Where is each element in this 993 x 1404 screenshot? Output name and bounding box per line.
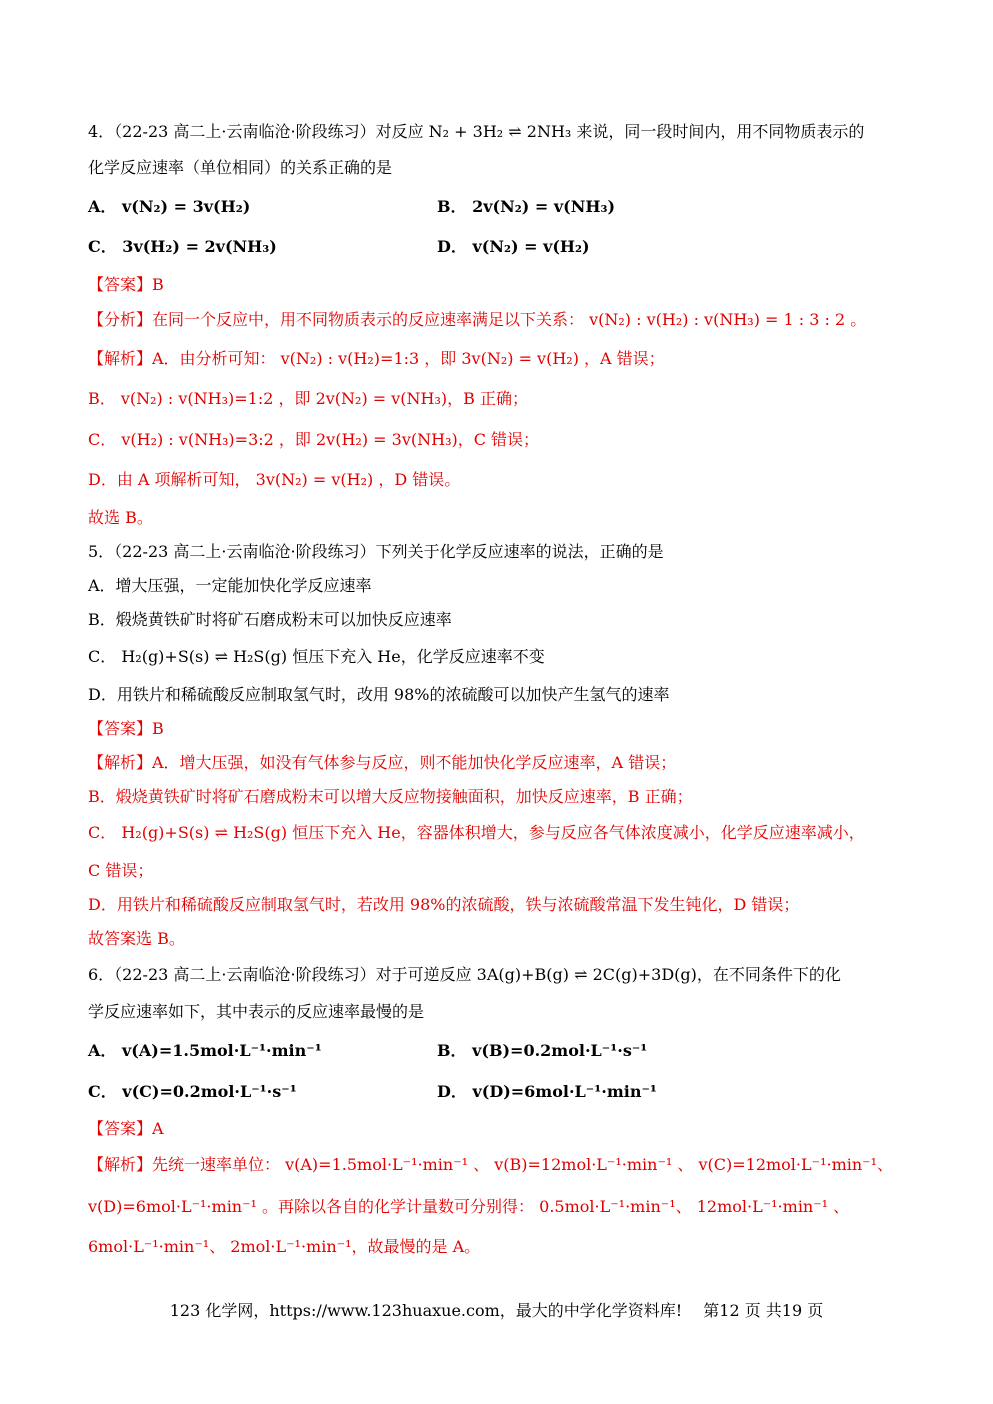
q6-answer: 【答案】A	[88, 1119, 164, 1138]
q4-option-b: B． 2v(N₂) = v(NH₃)	[437, 197, 616, 216]
q4-stem-line1: 4．（22-23 高二上·云南临沧·阶段练习）对反应 N₂ + 3H₂ ⇌ 2NH₃ 来说，同一段时间内，用不同物质表示的	[88, 122, 865, 141]
q4-explanation-d: D．由 A 项解析可知， 3v(N₂) = v(H₂) ，D 错误。	[88, 470, 461, 489]
q5-explanation-a: 【解析】A．增大压强，如没有气体参与反应，则不能加快化学反应速率，A 错误；	[88, 753, 677, 772]
q4-stem-line2: 化学反应速率（单位相同）的关系正确的是	[88, 158, 393, 177]
q5-conclusion: 故答案选 B。	[88, 929, 185, 948]
q4-conclusion: 故选 B。	[88, 508, 153, 527]
q5-option-d: D．用铁片和稀硫酸反应制取氢气时，改用 98%的浓硫酸可以加快产生氢气的速率	[88, 685, 670, 704]
q5-stem: 5．（22-23 高二上·云南临沧·阶段练习）下列关于化学反应速率的说法，正确的是	[88, 542, 664, 561]
q4-explanation-a: 【解析】A．由分析可知： v(N₂) : v(H₂)=1:3 ，即 3v(N₂) = v(H₂) ，A 错误；	[88, 349, 665, 368]
q5-option-c: C． H₂(g)+S(s) ⇌ H₂S(g) 恒压下充入 He，化学反应速率不变	[88, 647, 545, 666]
q4-answer: 【答案】B	[88, 275, 164, 294]
q4-option-d: D． v(N₂) = v(H₂)	[437, 237, 590, 256]
q5-explanation-c: C． H₂(g)+S(s) ⇌ H₂S(g) 恒压下充入 He，容器体积增大，参与反应各气体浓度减小，化学反应速率减小，	[88, 823, 865, 842]
q5-explanation-c-cont: C 错误；	[88, 861, 154, 880]
q5-explanation-b: B．煅烧黄铁矿时将矿石磨成粉末可以增大反应物接触面积，加快反应速率，B 正确；	[88, 787, 693, 806]
q4-analysis: 【分析】在同一个反应中，用不同物质表示的反应速率满足以下关系： v(N₂) : v(H₂) : v(NH₃) = 1 : 3 : 2 。	[88, 310, 867, 329]
q6-explanation-line1: 【解析】先统一速率单位： v(A)=1.5mol·L⁻¹·min⁻¹ 、 v(B)=12mol·L⁻¹·min⁻¹ 、 v(C)=12mol·L⁻¹·min⁻¹、	[88, 1155, 894, 1174]
q4-explanation-c: C． v(H₂) : v(NH₃)=3:2 ，即 2v(H₂) = 3v(NH₃)，C 错误；	[88, 430, 540, 449]
q6-option-d: D． v(D)=6mol·L⁻¹·min⁻¹	[437, 1082, 657, 1101]
q6-stem-line1: 6．（22-23 高二上·云南临沧·阶段练习）对于可逆反应 3A(g)+B(g) ⇌ 2C(g)+3D(g)，在不同条件下的化	[88, 965, 841, 984]
q6-stem-line2: 学反应速率如下，其中表示的反应速率最慢的是	[88, 1002, 425, 1021]
q6-option-a: A． v(A)=1.5mol·L⁻¹·min⁻¹	[88, 1041, 322, 1060]
q6-option-c: C． v(C)=0.2mol·L⁻¹·s⁻¹	[88, 1082, 297, 1101]
q5-explanation-d: D．用铁片和稀硫酸反应制取氢气时，若改用 98%的浓硫酸，铁与浓硫酸常温下发生钝化，D 错误；	[88, 895, 800, 914]
q5-option-b: B．煅烧黄铁矿时将矿石磨成粉末可以加快反应速率	[88, 610, 452, 629]
q4-option-c: C． 3v(H₂) = 2v(NH₃)	[88, 237, 277, 256]
page-footer: 123 化学网，https://www.123huaxue.com，最大的中学化学资料库! 第12 页 共19 页	[169, 1301, 824, 1320]
q5-option-a: A．增大压强，一定能加快化学反应速率	[88, 576, 372, 595]
q6-explanation-line2: v(D)=6mol·L⁻¹·min⁻¹ 。再除以各自的化学计量数可分别得： 0.5mol·L⁻¹·min⁻¹、 12mol·L⁻¹·min⁻¹ 、	[88, 1197, 850, 1216]
q4-explanation-b: B． v(N₂) : v(NH₃)=1:2 ，即 2v(N₂) = v(NH₃)，B 正确；	[88, 389, 528, 408]
q4-option-a: A． v(N₂) = 3v(H₂)	[88, 197, 251, 216]
q6-explanation-line3: 6mol·L⁻¹·min⁻¹、 2mol·L⁻¹·min⁻¹，故最慢的是 A。	[88, 1237, 481, 1256]
q5-answer: 【答案】B	[88, 719, 164, 738]
q6-option-b: B． v(B)=0.2mol·L⁻¹·s⁻¹	[437, 1041, 648, 1060]
